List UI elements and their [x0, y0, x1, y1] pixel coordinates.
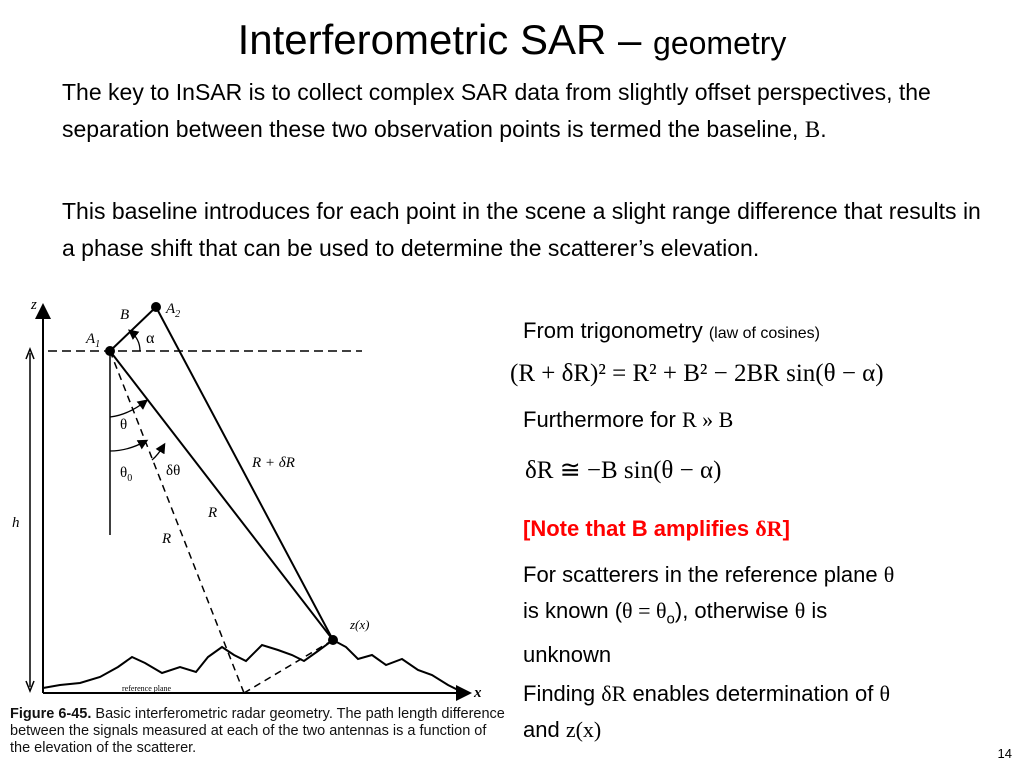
- title-sub: geometry: [653, 25, 787, 61]
- alpha-label: α: [146, 330, 155, 347]
- a2-label: $A_2$: [166, 301, 181, 320]
- scat-theta: θ: [883, 562, 895, 587]
- a1-label: $A_1$: [86, 331, 101, 350]
- trig-label: From trigonometry: [523, 318, 709, 343]
- further-symbol: R » B: [681, 407, 734, 432]
- insar-geometry-diagram: [0, 295, 510, 705]
- title-main: Interferometric SAR –: [237, 16, 654, 63]
- baseline-symbol: B: [804, 117, 821, 142]
- h-label: h: [12, 515, 20, 531]
- r-plus-dr-label: R + δR: [252, 455, 295, 471]
- b-label: B: [120, 307, 130, 323]
- law-of-cosines-equation: (R + δR)² = R² + B² − 2BR sin(θ − α): [510, 360, 884, 387]
- antenna-a2-dot: [151, 302, 161, 312]
- trig-small: (law of cosines): [708, 325, 820, 342]
- scat-theta-eq: θ = θ: [622, 598, 667, 623]
- para1-end: .: [820, 116, 827, 142]
- dtheta-label: δθ: [166, 463, 181, 479]
- ray-r-plus-dr: [156, 307, 333, 640]
- scatterer-dot: [328, 635, 338, 645]
- scat-text-5: unknown: [523, 642, 612, 668]
- finding-text-3: and: [523, 717, 566, 742]
- figure-caption: [10, 706, 510, 757]
- reference-plane-label: reference plane: [122, 684, 172, 693]
- finding-text-2: enables determination of: [626, 681, 880, 706]
- finding-text-1: Finding: [523, 681, 602, 706]
- scat-text-2: is known (: [523, 598, 623, 623]
- zx-label: z(x): [350, 617, 370, 632]
- scat-theta-3: θ: [794, 598, 806, 623]
- finding-paragraph: [523, 676, 1013, 748]
- note-text: [Note that B amplifies: [523, 516, 756, 541]
- z-axis-label: z: [31, 297, 37, 313]
- theta0-label: $\theta_0$: [120, 465, 133, 484]
- slide-title: [0, 14, 1024, 69]
- para1-text: The key to InSAR is to collect complex SAR data from slightly offset perspectives, the separation between these two observation points is termed the baseline,: [62, 79, 931, 142]
- scatterers-paragraph: [523, 557, 1013, 673]
- approximation-equation: δR ≅ −B sin(θ − α): [525, 457, 722, 484]
- theta0-arc: [110, 441, 146, 451]
- dtheta-arc: [152, 445, 164, 460]
- antenna-a1-dot: [105, 346, 115, 356]
- r-label-solid: R: [208, 505, 218, 521]
- scat-text-3: ), otherwise: [674, 598, 795, 623]
- theta-label: θ: [120, 417, 128, 433]
- ray-r: [110, 351, 333, 640]
- ray-r-dashed: [110, 351, 244, 693]
- terrain-profile: [43, 640, 460, 691]
- note-end: ]: [782, 516, 790, 541]
- finding-theta: θ: [879, 681, 891, 706]
- para2-text: This baseline introduces for each point in the scene a slight range difference that results in a phase shift that can be used to determine the scatterer’s elevation.: [62, 198, 981, 261]
- r-label-dashed: R: [162, 531, 172, 547]
- further-label: Furthermore for: [523, 407, 682, 432]
- note-line: [523, 511, 790, 547]
- furthermore-line: [523, 402, 733, 438]
- alpha-arc: [130, 331, 140, 351]
- finding-zx: z(x): [565, 717, 602, 742]
- theta-arc: [110, 401, 146, 417]
- finding-symbol: δR: [601, 681, 627, 706]
- x-axis-label: x: [474, 685, 482, 701]
- intro-paragraph: [62, 74, 992, 148]
- note-symbol: δR: [755, 516, 783, 541]
- dashed-connector: [244, 640, 333, 693]
- scat-text-1: For scatterers in the reference plane: [523, 562, 884, 587]
- trig-heading: [523, 313, 820, 352]
- scat-sub: o: [666, 610, 675, 628]
- baseline-paragraph: [62, 193, 992, 267]
- caption-text: Basic interferometric radar geometry. The path length difference between the signals measured at each of the two antennas is a function of the elevation of the scatterer.: [10, 706, 505, 756]
- page-number: 14: [997, 746, 1012, 761]
- caption-figure-number: Figure 6-45.: [10, 706, 92, 722]
- scat-text-4: is: [805, 598, 828, 623]
